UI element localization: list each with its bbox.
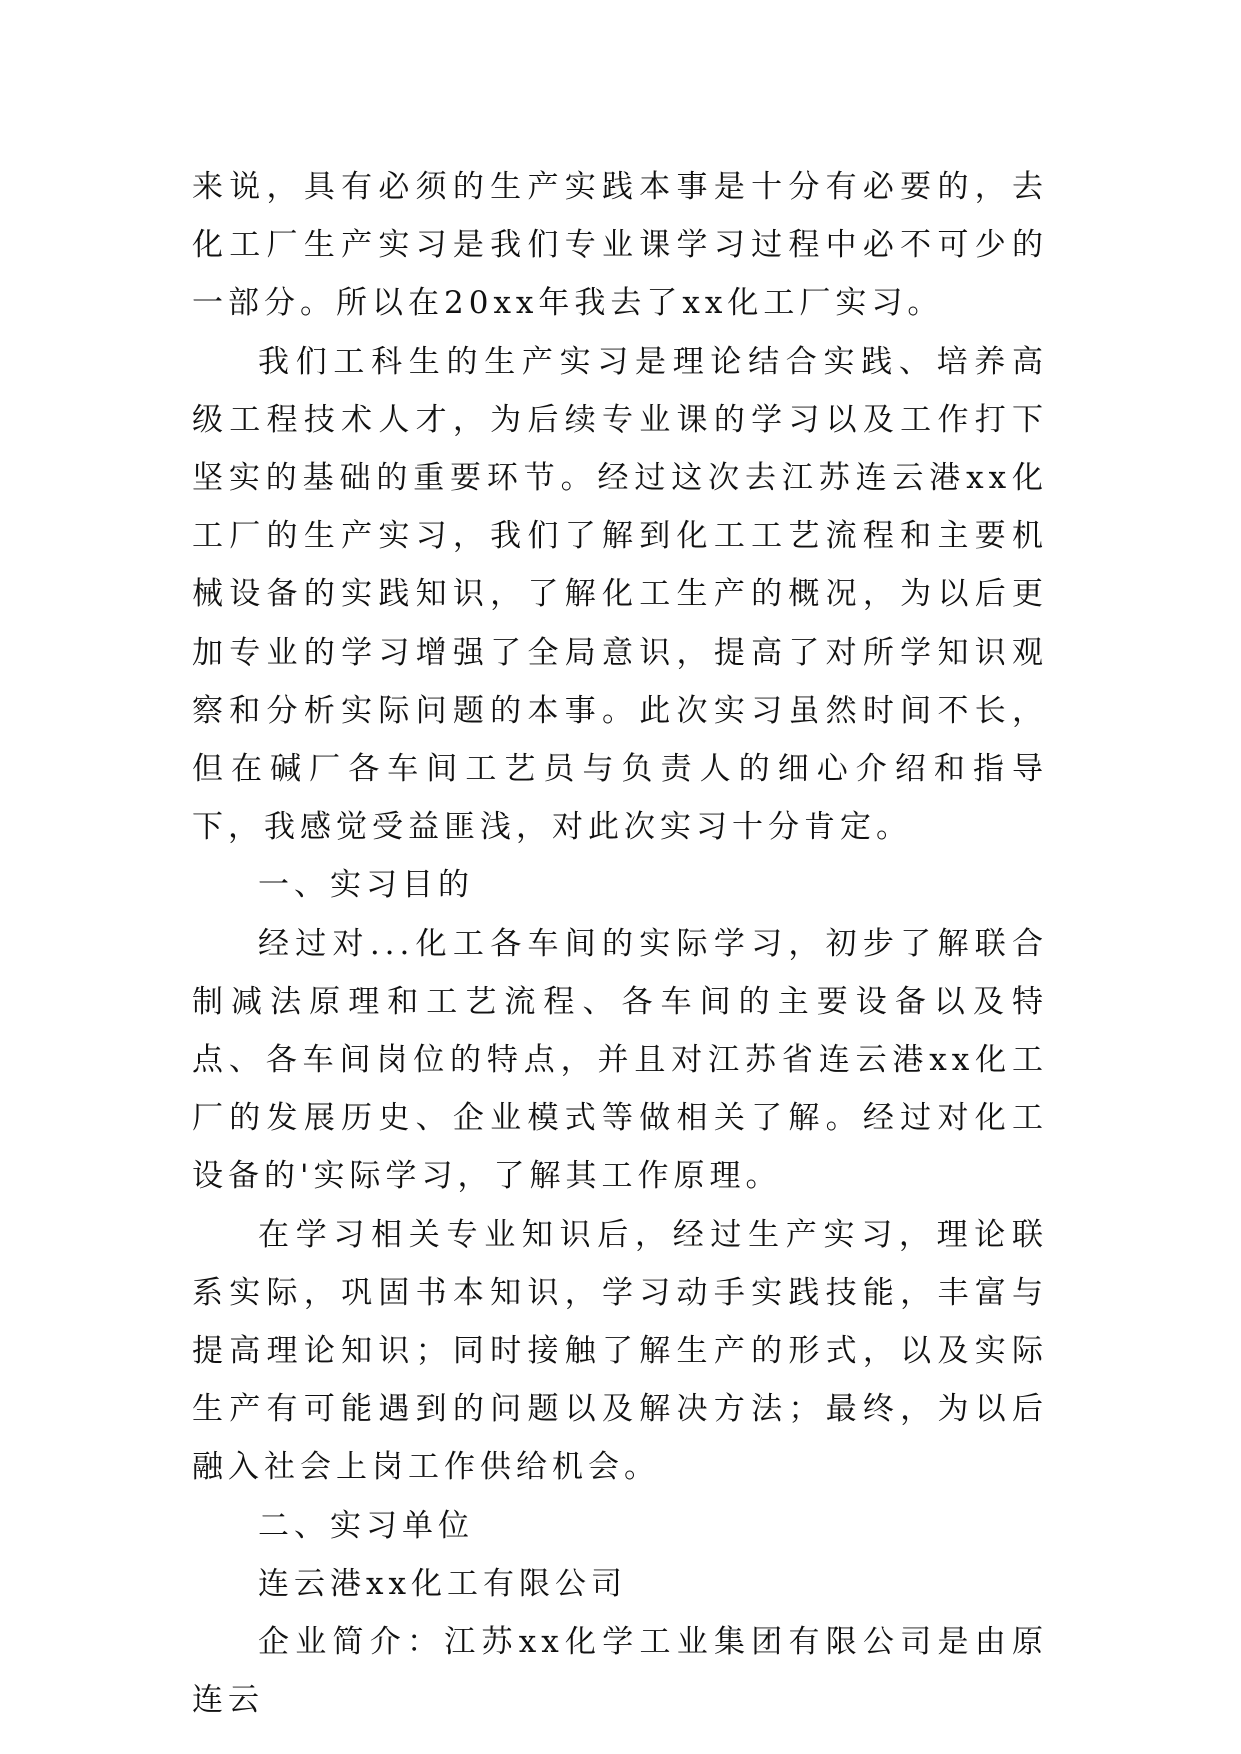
section-heading-unit: 二、实习单位 [258,1507,474,1544]
document-body [192,158,1048,1729]
paragraph-company-name: 连云港xx化工有限公司 [258,1565,627,1602]
paragraph-internship-significance: 我们工科生的生产实习是理论结合实践、培养高级工程技术人才，为后续专业课的学习以及工作打下坚实的基础的重要环节。经过这次去江苏连云港xx化工厂的生产实习，我们了解到化工工艺流程和主要机械设备的实践知识，了解化工生产的概况，为以后更加专业的学习增强了全局意识，提高了对所学知识观察和分析实际问题的本事。此次实习虽然时间不长，但在碱厂各车间工艺员与负责人的细心介绍和指导下，我感觉受益匪浅，对此次实习十分肯定。 [192,343,1048,846]
paragraph-purpose-2: 在学习相关专业知识后，经过生产实习，理论联系实际，巩固书本知识，学习动手实践技能，丰富与提高理论知识；同时接触了解生产的形式，以及实际生产有可能遇到的问题以及解决方法；最终，为以后融入社会上岗工作供给机会。 [192,1216,1048,1486]
paragraph-purpose-1: 经过对...化工各车间的实际学习，初步了解联合制减法原理和工艺流程、各车间的主要设备以及特点、各车间岗位的特点，并且对江苏省连云港xx化工厂的发展历史、企业模式等做相关了解。经过对化工设备的'实际学习，了解其工作原理。 [192,925,1048,1195]
section-heading-purpose: 一、实习目的 [258,867,474,904]
paragraph-company-intro: 企业简介：江苏xx化学工业集团有限公司是由原连云 [192,1624,1048,1719]
paragraph-intro-continued: 来说，具有必须的生产实践本事是十分有必要的，去化工厂生产实习是我们专业课学习过程中必不可少的一部分。所以在20xx年我去了xx化工厂实习。 [192,169,1048,322]
